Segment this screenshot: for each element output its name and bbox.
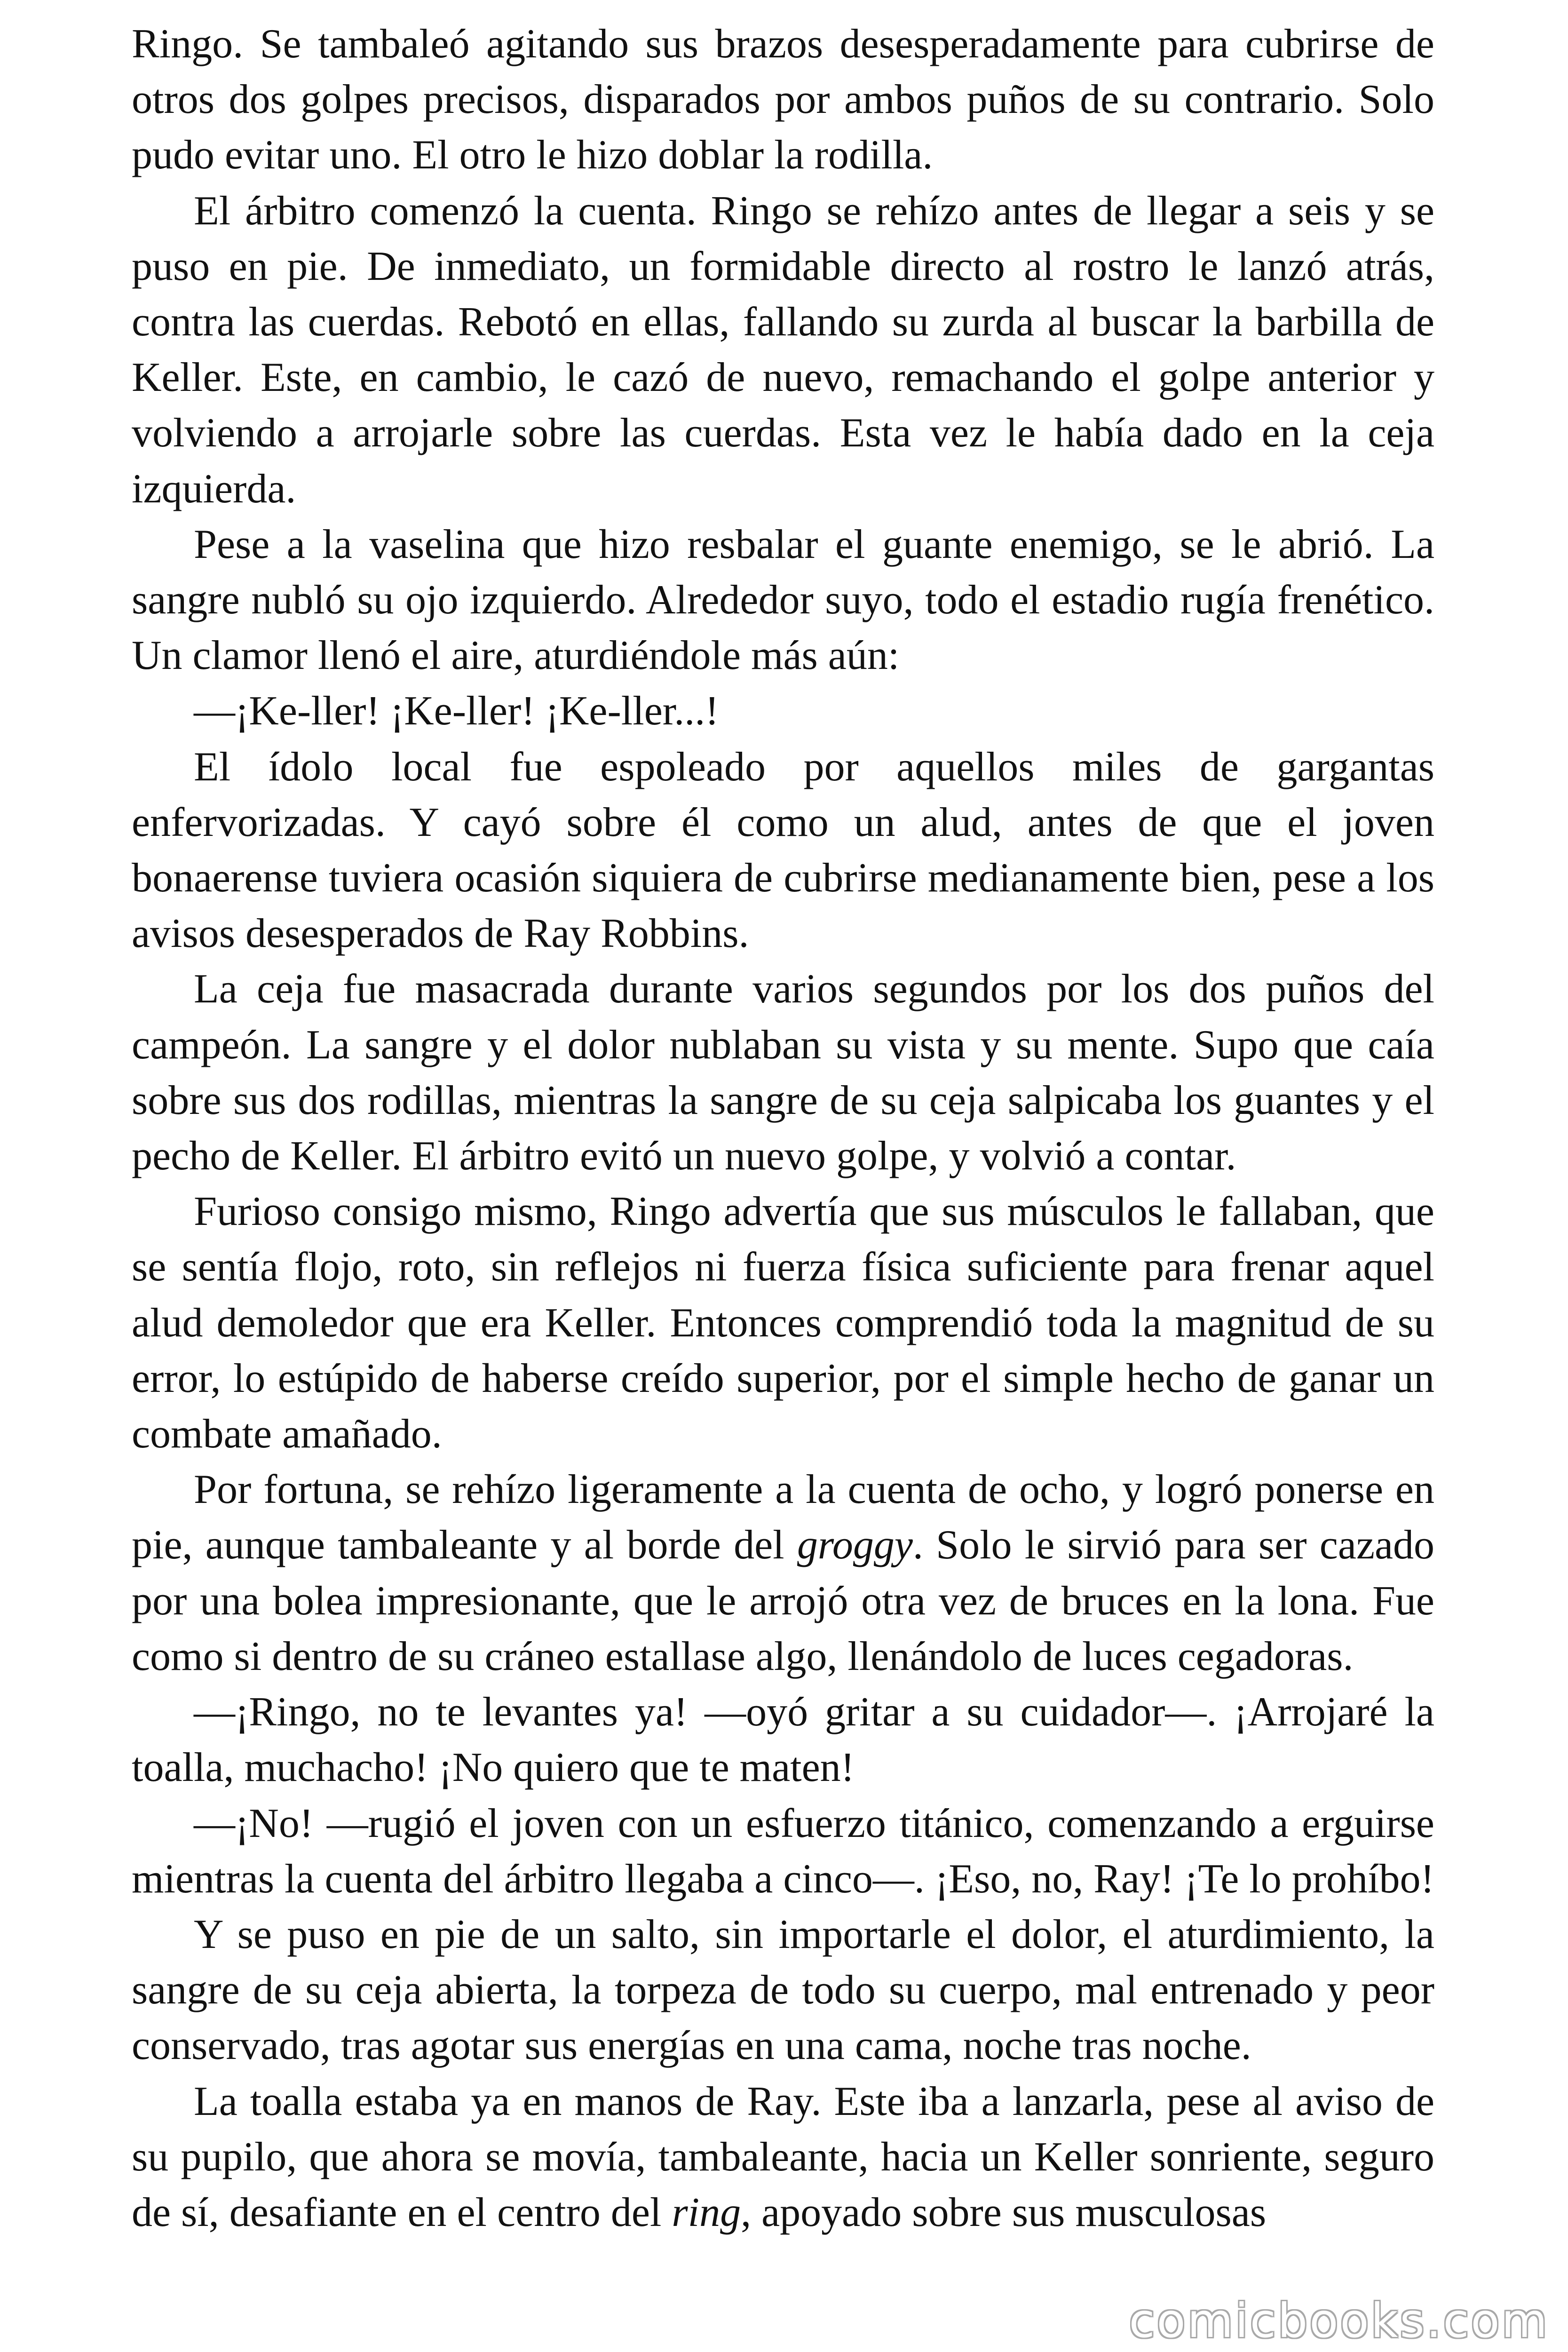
italic-text: ring — [672, 2189, 741, 2235]
italic-text: groggy — [797, 1522, 913, 1568]
paragraph — [132, 16, 1434, 183]
text-segment: —¡No! —rugió el joven con un esfuerzo titánico, comenzando a erguirse mientras la cuenta del árbitro llegaba a cinco—. ¡Eso, no, Ray! ¡Te lo prohíbo! — [132, 1800, 1434, 1902]
paragraph — [132, 1685, 1434, 1796]
text-segment: —¡Ringo, no te levantes ya! —oyó gritar a su cuidador—. ¡Arrojaré la toalla, muchacho! ¡No quiero que te maten! — [132, 1689, 1434, 1791]
book-page-text — [132, 16, 1434, 2241]
paragraph — [132, 1796, 1434, 1907]
text-segment: Por fortuna, se rehízo ligeramente a la cuenta de ocho, y logró ponerse en pie, aunque tambaleante y al borde del — [132, 1467, 1434, 1568]
paragraph — [132, 1462, 1434, 1685]
text-segment: La toalla estaba ya en manos de Ray. Este iba a lanzarla, pese al aviso de su pupilo, que ahora se movía, tambaleante, hacia un Keller sonriente, seguro de sí, desafiante en el centro del — [132, 2078, 1434, 2235]
paragraph — [132, 183, 1434, 517]
paragraph — [132, 2074, 1434, 2241]
text-segment: Pese a la vaselina que hizo resbalar el guante enemigo, se le abrió. La sangre nubló su ojo izquierdo. Alrededor suyo, todo el estadio rugía frenético. Un clamor llenó el aire, aturdiéndole más aún: — [132, 521, 1434, 679]
text-segment: La ceja fue masacrada durante varios segundos por los dos puños del campeón. La sangre y el dolor nublaban su vista y su mente. Supo que caía sobre sus dos rodillas, mientras la sangre de su ceja salpicaba los guantes y el pecho de Keller. El árbitro evitó un nuevo golpe, y volvió a contar. — [132, 966, 1434, 1179]
paragraph — [132, 517, 1434, 684]
text-segment: El árbitro comenzó la cuenta. Ringo se rehízo antes de llegar a seis y se puso en pie. De inmediato, un formidable directo al rostro le lanzó atrás, contra las cuerdas. Rebotó en ellas, fallando su zurda al buscar la barbilla de Keller. Este, en cambio, le cazó de nuevo, remachando el golpe anterior y volviendo a arrojarle sobre las cuerdas. Esta vez le había dado en la ceja izquierda. — [132, 188, 1434, 512]
text-segment: Y se puso en pie de un salto, sin importarle el dolor, el aturdimiento, la sangre de su ceja abierta, la torpeza de todo su cuerpo, mal entrenado y peor conservado, tras agotar sus energías en una cama, noche tras noche. — [132, 1911, 1434, 2069]
text-segment: El ídolo local fue espoleado por aquellos miles de gargantas enfervorizadas. Y cayó sobre él como un alud, antes de que el joven bonaerense tuviera ocasión siquiera de cubrirse medianamente bien, pese a los avisos desesperados de Ray Robbins. — [132, 744, 1434, 957]
paragraph — [132, 683, 1434, 739]
paragraph — [132, 1184, 1434, 1462]
paragraph — [132, 1907, 1434, 2074]
paragraph — [132, 739, 1434, 962]
text-segment: Furioso consigo mismo, Ringo advertía que sus músculos le fallaban, que se sentía flojo, roto, sin reflejos ni fuerza física suficiente para frenar aquel alud demoledor que era Keller. Entonces comprendió toda la magnitud de su error, lo estúpido de haberse creído superior, por el simple hecho de ganar un combate amañado. — [132, 1189, 1434, 1457]
watermark: comicbooks.com — [1129, 2293, 1549, 2348]
text-segment: . Solo le sirvió para ser cazado por una bolea impresionante, que le arrojó otra vez de bruces en la lona. Fue como si dentro de su cráneo estallase algo, llenándolo de luces cegadoras. — [132, 1522, 1434, 1679]
text-segment: —¡Ke-ller! ¡Ke-ller! ¡Ke-ller...! — [194, 688, 719, 734]
text-segment: , apoyado sobre sus musculosas — [741, 2189, 1267, 2235]
text-segment: Ringo. Se tambaleó agitando sus brazos desesperadamente para cubrirse de otros dos golpes precisos, disparados por ambos puños de su contrario. Solo pudo evitar uno. El otro le hizo doblar la rodilla. — [132, 21, 1434, 178]
paragraph — [132, 961, 1434, 1184]
